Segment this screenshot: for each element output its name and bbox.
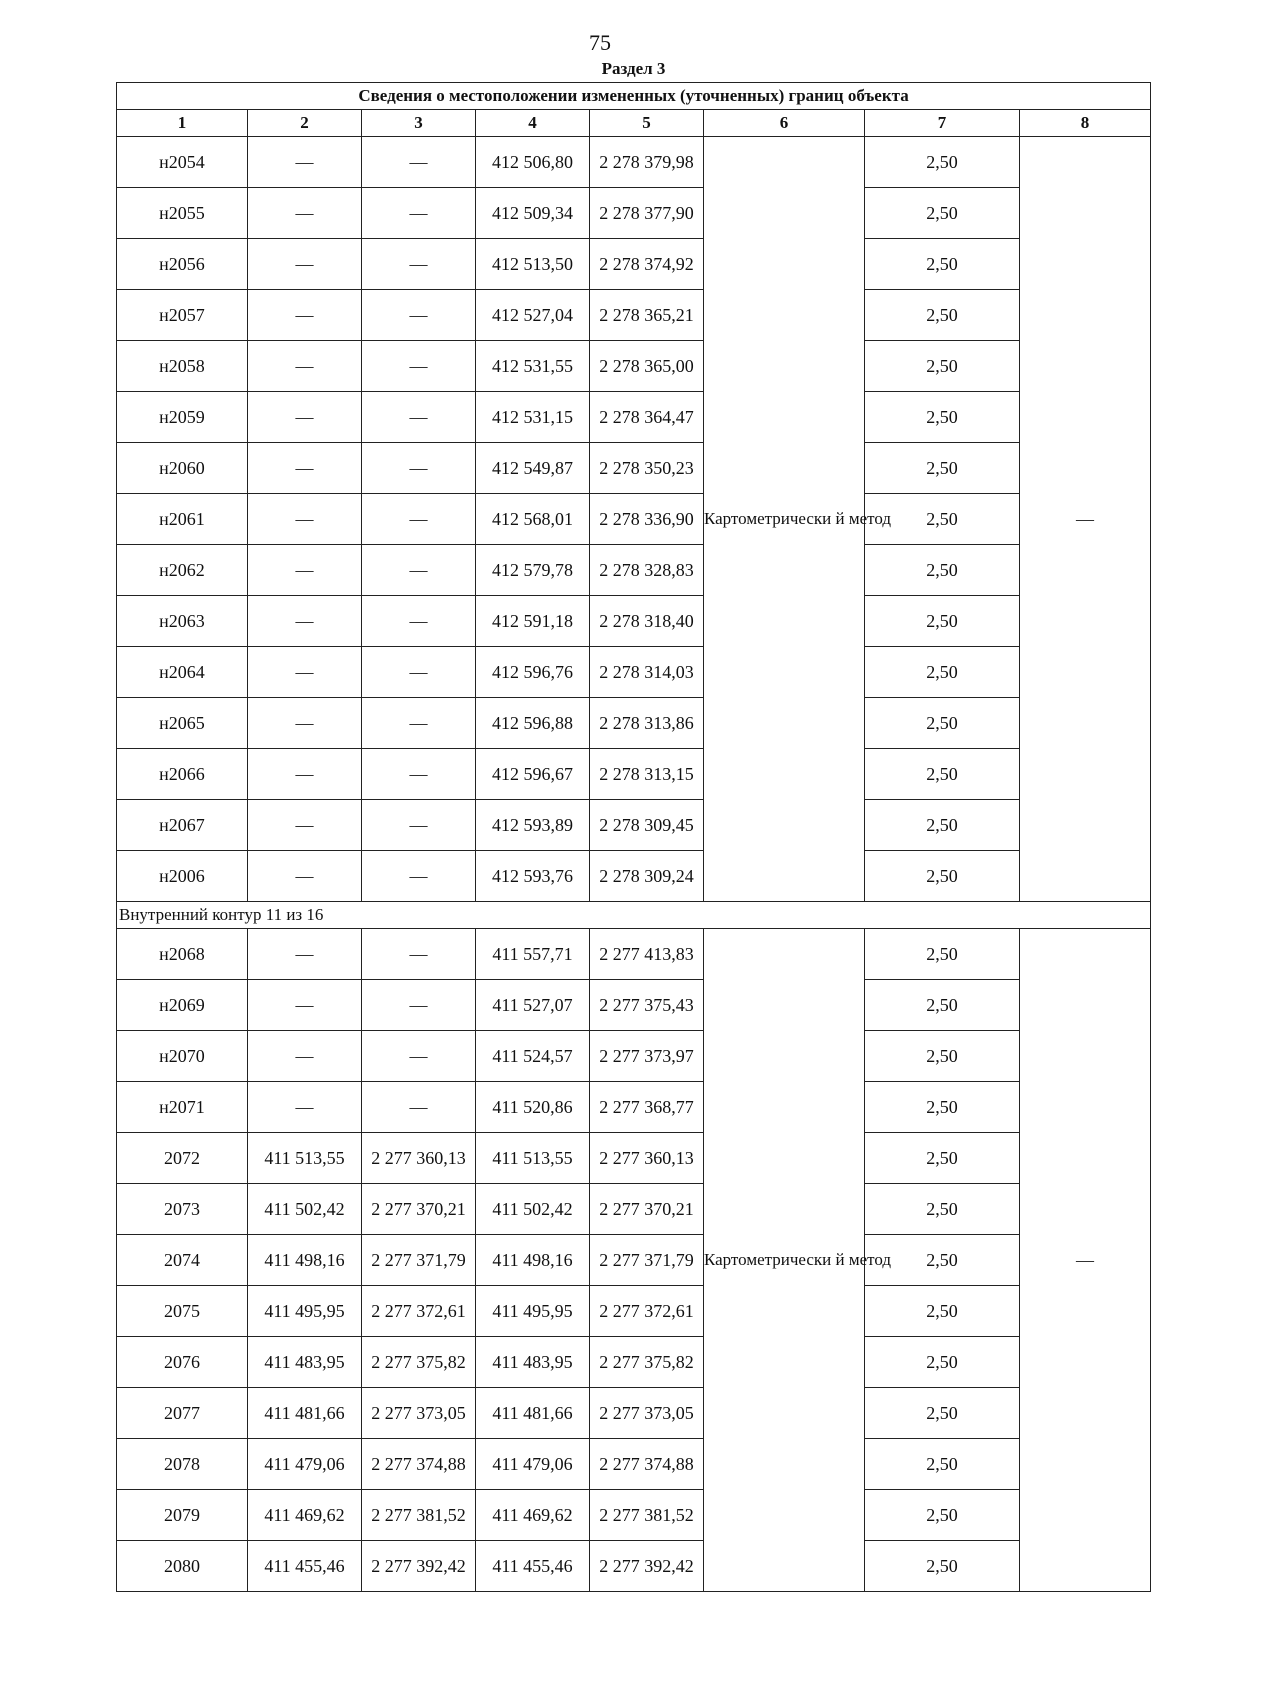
- table-row: [117, 1439, 1151, 1490]
- accuracy-cell: 2,50: [865, 1490, 1020, 1541]
- new-x-cell: 411 520,86: [476, 1082, 590, 1133]
- accuracy-cell: 2,50: [865, 1286, 1020, 1337]
- old-x-cell: —: [248, 494, 362, 545]
- new-y-cell: 2 278 314,03: [590, 647, 704, 698]
- accuracy-cell: 2,50: [865, 929, 1020, 980]
- point-id-cell: 2072: [117, 1133, 248, 1184]
- point-id-cell: н2066: [117, 749, 248, 800]
- point-id-cell: н2064: [117, 647, 248, 698]
- old-x-cell: 411 483,95: [248, 1337, 362, 1388]
- column-number-header: 8: [1020, 110, 1151, 137]
- old-y-cell: 2 277 371,79: [362, 1235, 476, 1286]
- new-y-cell: 2 278 365,00: [590, 341, 704, 392]
- table-row: [117, 800, 1151, 851]
- table-title: Сведения о местоположении измененных (уточненных) границ объекта: [117, 83, 1151, 110]
- accuracy-cell: 2,50: [865, 494, 1020, 545]
- new-x-cell: 412 506,80: [476, 137, 590, 188]
- description-cell: —: [1020, 137, 1151, 902]
- old-y-cell: —: [362, 1031, 476, 1082]
- new-x-cell: 412 596,67: [476, 749, 590, 800]
- accuracy-cell: 2,50: [865, 596, 1020, 647]
- table-row: [117, 341, 1151, 392]
- old-y-cell: 2 277 370,21: [362, 1184, 476, 1235]
- new-y-cell: 2 278 374,92: [590, 239, 704, 290]
- old-y-cell: —: [362, 137, 476, 188]
- point-id-cell: н2063: [117, 596, 248, 647]
- old-y-cell: —: [362, 290, 476, 341]
- new-x-cell: 411 469,62: [476, 1490, 590, 1541]
- old-x-cell: —: [248, 800, 362, 851]
- old-x-cell: —: [248, 929, 362, 980]
- table-row: [117, 137, 1151, 188]
- table-row: [117, 647, 1151, 698]
- old-x-cell: 411 513,55: [248, 1133, 362, 1184]
- table-row: [117, 494, 1151, 545]
- new-y-cell: 2 278 336,90: [590, 494, 704, 545]
- point-id-cell: 2073: [117, 1184, 248, 1235]
- table-row: [117, 980, 1151, 1031]
- table-row: [117, 1490, 1151, 1541]
- old-y-cell: —: [362, 800, 476, 851]
- accuracy-cell: 2,50: [865, 1235, 1020, 1286]
- new-x-cell: 412 549,87: [476, 443, 590, 494]
- point-id-cell: н2060: [117, 443, 248, 494]
- new-y-cell: 2 277 372,61: [590, 1286, 704, 1337]
- column-number-header: 2: [248, 110, 362, 137]
- new-x-cell: 412 531,15: [476, 392, 590, 443]
- old-y-cell: 2 277 381,52: [362, 1490, 476, 1541]
- old-y-cell: —: [362, 647, 476, 698]
- accuracy-cell: 2,50: [865, 851, 1020, 902]
- old-x-cell: 411 481,66: [248, 1388, 362, 1439]
- new-y-cell: 2 277 413,83: [590, 929, 704, 980]
- table-row: [117, 1388, 1151, 1439]
- new-x-cell: 411 502,42: [476, 1184, 590, 1235]
- table-row: [117, 239, 1151, 290]
- old-y-cell: —: [362, 239, 476, 290]
- accuracy-cell: 2,50: [865, 341, 1020, 392]
- accuracy-cell: 2,50: [865, 1541, 1020, 1592]
- table-row: [117, 1082, 1151, 1133]
- new-y-cell: 2 278 328,83: [590, 545, 704, 596]
- table-row: [117, 392, 1151, 443]
- old-x-cell: —: [248, 980, 362, 1031]
- accuracy-cell: 2,50: [865, 1082, 1020, 1133]
- new-y-cell: 2 277 375,43: [590, 980, 704, 1031]
- accuracy-cell: 2,50: [865, 290, 1020, 341]
- new-x-cell: 411 498,16: [476, 1235, 590, 1286]
- old-y-cell: —: [362, 545, 476, 596]
- accuracy-cell: 2,50: [865, 980, 1020, 1031]
- old-x-cell: —: [248, 1082, 362, 1133]
- old-x-cell: 411 495,95: [248, 1286, 362, 1337]
- point-id-cell: н2070: [117, 1031, 248, 1082]
- old-y-cell: —: [362, 851, 476, 902]
- new-x-cell: 411 524,57: [476, 1031, 590, 1082]
- table-row: [117, 851, 1151, 902]
- point-id-cell: н2061: [117, 494, 248, 545]
- new-x-cell: 412 593,76: [476, 851, 590, 902]
- table-row: [117, 1031, 1151, 1082]
- new-y-cell: 2 278 365,21: [590, 290, 704, 341]
- old-y-cell: 2 277 373,05: [362, 1388, 476, 1439]
- column-number-header: 1: [117, 110, 248, 137]
- old-y-cell: —: [362, 698, 476, 749]
- table-row: [117, 1184, 1151, 1235]
- accuracy-cell: 2,50: [865, 749, 1020, 800]
- contour-label: Внутренний контур 11 из 16: [117, 902, 1151, 929]
- new-x-cell: 412 531,55: [476, 341, 590, 392]
- section-title: Раздел 3: [601, 59, 666, 78]
- accuracy-cell: 2,50: [865, 1337, 1020, 1388]
- table-row: [117, 1133, 1151, 1184]
- new-x-cell: 412 527,04: [476, 290, 590, 341]
- accuracy-cell: 2,50: [865, 443, 1020, 494]
- new-x-cell: 412 509,34: [476, 188, 590, 239]
- table-row: [117, 1235, 1151, 1286]
- point-id-cell: н2055: [117, 188, 248, 239]
- page-number: 75: [589, 30, 611, 55]
- accuracy-cell: 2,50: [865, 545, 1020, 596]
- point-id-cell: н2059: [117, 392, 248, 443]
- point-id-cell: 2079: [117, 1490, 248, 1541]
- accuracy-cell: 2,50: [865, 137, 1020, 188]
- table-row: [117, 929, 1151, 980]
- accuracy-cell: 2,50: [865, 698, 1020, 749]
- old-x-cell: —: [248, 851, 362, 902]
- accuracy-cell: 2,50: [865, 1439, 1020, 1490]
- old-x-cell: —: [248, 239, 362, 290]
- new-x-cell: 411 483,95: [476, 1337, 590, 1388]
- old-x-cell: —: [248, 137, 362, 188]
- old-x-cell: —: [248, 545, 362, 596]
- old-y-cell: 2 277 374,88: [362, 1439, 476, 1490]
- new-y-cell: 2 278 379,98: [590, 137, 704, 188]
- old-x-cell: 411 502,42: [248, 1184, 362, 1235]
- table-row: [117, 290, 1151, 341]
- column-number-header: 4: [476, 110, 590, 137]
- old-y-cell: —: [362, 188, 476, 239]
- new-x-cell: 411 527,07: [476, 980, 590, 1031]
- point-id-cell: 2077: [117, 1388, 248, 1439]
- old-y-cell: —: [362, 929, 476, 980]
- point-id-cell: 2076: [117, 1337, 248, 1388]
- accuracy-cell: 2,50: [865, 188, 1020, 239]
- accuracy-cell: 2,50: [865, 1133, 1020, 1184]
- old-y-cell: —: [362, 1082, 476, 1133]
- point-id-cell: н2006: [117, 851, 248, 902]
- old-x-cell: 411 455,46: [248, 1541, 362, 1592]
- point-id-cell: 2080: [117, 1541, 248, 1592]
- point-id-cell: н2056: [117, 239, 248, 290]
- new-y-cell: 2 277 381,52: [590, 1490, 704, 1541]
- method-cell: Картометрически й метод: [704, 929, 865, 1592]
- new-x-cell: 412 596,88: [476, 698, 590, 749]
- table-row: [117, 545, 1151, 596]
- new-x-cell: 412 596,76: [476, 647, 590, 698]
- table-row: [117, 1337, 1151, 1388]
- new-y-cell: 2 277 360,13: [590, 1133, 704, 1184]
- point-id-cell: н2057: [117, 290, 248, 341]
- new-y-cell: 2 278 364,47: [590, 392, 704, 443]
- new-x-cell: 412 591,18: [476, 596, 590, 647]
- new-x-cell: 411 455,46: [476, 1541, 590, 1592]
- new-x-cell: 411 513,55: [476, 1133, 590, 1184]
- new-y-cell: 2 278 377,90: [590, 188, 704, 239]
- accuracy-cell: 2,50: [865, 392, 1020, 443]
- point-id-cell: н2069: [117, 980, 248, 1031]
- old-y-cell: 2 277 392,42: [362, 1541, 476, 1592]
- column-number-header: 7: [865, 110, 1020, 137]
- new-x-cell: 411 557,71: [476, 929, 590, 980]
- point-id-cell: н2068: [117, 929, 248, 980]
- old-x-cell: 411 498,16: [248, 1235, 362, 1286]
- new-y-cell: 2 278 313,86: [590, 698, 704, 749]
- accuracy-cell: 2,50: [865, 1184, 1020, 1235]
- contour-header-row: [117, 902, 1151, 929]
- old-x-cell: —: [248, 188, 362, 239]
- point-id-cell: 2074: [117, 1235, 248, 1286]
- point-id-cell: н2071: [117, 1082, 248, 1133]
- new-x-cell: 412 593,89: [476, 800, 590, 851]
- old-x-cell: —: [248, 647, 362, 698]
- old-y-cell: 2 277 372,61: [362, 1286, 476, 1337]
- old-x-cell: —: [248, 749, 362, 800]
- new-y-cell: 2 278 313,15: [590, 749, 704, 800]
- accuracy-cell: 2,50: [865, 1031, 1020, 1082]
- new-y-cell: 2 277 374,88: [590, 1439, 704, 1490]
- old-y-cell: —: [362, 980, 476, 1031]
- old-x-cell: —: [248, 698, 362, 749]
- point-id-cell: 2075: [117, 1286, 248, 1337]
- old-y-cell: —: [362, 749, 476, 800]
- point-id-cell: н2067: [117, 800, 248, 851]
- table-row: [117, 698, 1151, 749]
- new-x-cell: 412 579,78: [476, 545, 590, 596]
- old-y-cell: —: [362, 596, 476, 647]
- table-row: [117, 749, 1151, 800]
- new-x-cell: 412 568,01: [476, 494, 590, 545]
- new-y-cell: 2 277 392,42: [590, 1541, 704, 1592]
- new-x-cell: 411 481,66: [476, 1388, 590, 1439]
- point-id-cell: н2062: [117, 545, 248, 596]
- new-y-cell: 2 277 370,21: [590, 1184, 704, 1235]
- new-y-cell: 2 277 373,97: [590, 1031, 704, 1082]
- table-row: [117, 1541, 1151, 1592]
- accuracy-cell: 2,50: [865, 1388, 1020, 1439]
- new-x-cell: 411 495,95: [476, 1286, 590, 1337]
- accuracy-cell: 2,50: [865, 647, 1020, 698]
- point-id-cell: н2058: [117, 341, 248, 392]
- accuracy-cell: 2,50: [865, 239, 1020, 290]
- new-x-cell: 412 513,50: [476, 239, 590, 290]
- accuracy-cell: 2,50: [865, 800, 1020, 851]
- table-row: [117, 443, 1151, 494]
- table-row: [117, 596, 1151, 647]
- new-y-cell: 2 278 309,24: [590, 851, 704, 902]
- description-cell: —: [1020, 929, 1151, 1592]
- new-y-cell: 2 277 368,77: [590, 1082, 704, 1133]
- new-x-cell: 411 479,06: [476, 1439, 590, 1490]
- new-y-cell: 2 278 318,40: [590, 596, 704, 647]
- new-y-cell: 2 277 375,82: [590, 1337, 704, 1388]
- old-y-cell: —: [362, 443, 476, 494]
- old-x-cell: —: [248, 341, 362, 392]
- point-id-cell: 2078: [117, 1439, 248, 1490]
- coordinates-table: [116, 82, 1151, 1592]
- old-y-cell: —: [362, 392, 476, 443]
- column-number-header: 6: [704, 110, 865, 137]
- column-number-header: 3: [362, 110, 476, 137]
- old-x-cell: —: [248, 1031, 362, 1082]
- table-row: [117, 1286, 1151, 1337]
- old-x-cell: 411 469,62: [248, 1490, 362, 1541]
- table-row: [117, 188, 1151, 239]
- old-y-cell: —: [362, 494, 476, 545]
- old-y-cell: 2 277 375,82: [362, 1337, 476, 1388]
- old-x-cell: —: [248, 290, 362, 341]
- new-y-cell: 2 277 373,05: [590, 1388, 704, 1439]
- new-y-cell: 2 278 350,23: [590, 443, 704, 494]
- old-y-cell: 2 277 360,13: [362, 1133, 476, 1184]
- old-x-cell: —: [248, 596, 362, 647]
- method-cell: Картометрически й метод: [704, 137, 865, 902]
- new-y-cell: 2 278 309,45: [590, 800, 704, 851]
- column-number-header: 5: [590, 110, 704, 137]
- old-x-cell: —: [248, 392, 362, 443]
- point-id-cell: н2065: [117, 698, 248, 749]
- point-id-cell: н2054: [117, 137, 248, 188]
- new-y-cell: 2 277 371,79: [590, 1235, 704, 1286]
- old-x-cell: —: [248, 443, 362, 494]
- old-x-cell: 411 479,06: [248, 1439, 362, 1490]
- old-y-cell: —: [362, 341, 476, 392]
